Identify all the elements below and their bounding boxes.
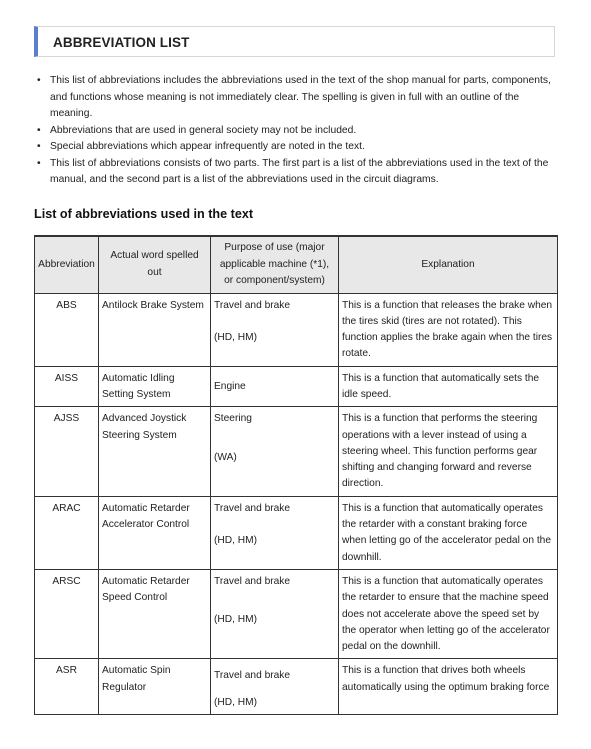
bullet-dot-icon: • — [37, 75, 41, 86]
machine-text: (HD, HM) — [214, 614, 258, 626]
header-abbreviation: Abbreviation — [35, 236, 99, 293]
cell-abbreviation: ASR — [35, 659, 99, 715]
cell-purpose: Engine — [211, 366, 339, 407]
cell-purpose — [211, 659, 339, 715]
cell-explanation: This is a function that performs the steering operations with a lever instead of using a steering wheel. This function performs gear shifting and changing forward and reverse direction. — [339, 407, 558, 496]
bullet-item — [34, 139, 556, 156]
cell-word: Automatic Retarder Speed Control — [99, 569, 211, 658]
section-title: ABBREVIATION LIST — [53, 35, 190, 50]
bullet-dot-icon: • — [37, 157, 41, 169]
table-row — [35, 569, 558, 658]
machine-text: (HD, HM) — [214, 696, 258, 708]
table-header-row — [35, 236, 558, 293]
intro-bullet-list — [34, 73, 556, 189]
cell-word: Automatic Idling Setting System — [99, 366, 211, 407]
cell-purpose — [211, 293, 339, 366]
bullet-item — [34, 156, 556, 189]
cell-abbreviation: ABS — [35, 293, 99, 366]
cell-purpose — [211, 496, 339, 569]
purpose-text: Travel and brake — [214, 502, 291, 514]
table-heading: List of abbreviations used in the text — [34, 207, 254, 221]
table-row — [35, 659, 558, 715]
cell-word: Automatic Spin Regulator — [99, 659, 211, 715]
cell-word: Antilock Brake System — [99, 293, 211, 366]
cell-word: Advanced Joystick Steering System — [99, 407, 211, 496]
bullet-text: Abbreviations that are used in general society may not be included. — [50, 124, 357, 136]
cell-explanation: This is a function that drives both wheels automatically using the optimum braking force — [339, 659, 558, 715]
bullet-dot-icon: • — [37, 141, 41, 152]
machine-text: (HD, HM) — [214, 331, 258, 343]
abbreviation-table — [34, 235, 558, 715]
cell-abbreviation: AJSS — [35, 407, 99, 496]
cell-explanation: This is a function that automatically operates the retarder to ensure that the machine speed does not accelerate above the speed set by the operator when letting go of the accelerator pedal on the downhill. — [339, 569, 558, 658]
table-row — [35, 293, 558, 366]
purpose-text: Travel and brake — [214, 299, 291, 311]
cell-purpose — [211, 569, 339, 658]
cell-explanation: This is a function that releases the brake when the tires skid (tires are not rotated). This function applies the brake again when the tires rotate. — [339, 293, 558, 366]
cell-explanation: This is a function that automatically operates the retarder with a constant braking force when letting go of the accelerator pedal on the downhill. — [339, 496, 558, 569]
cell-abbreviation: AISS — [35, 366, 99, 407]
purpose-text: Travel and brake — [214, 670, 291, 682]
header-purpose: Purpose of use (major applicable machine (*1), or component/system) — [211, 236, 339, 293]
section-title-box — [34, 26, 555, 57]
header-explanation: Explanation — [339, 236, 558, 293]
purpose-text: Steering — [214, 413, 252, 425]
bullet-item — [34, 123, 556, 140]
cell-explanation: This is a function that automatically sets the idle speed. — [339, 366, 558, 407]
header-word: Actual word spelled out — [99, 236, 211, 293]
bullet-text: This list of abbreviations includes the abbreviations used in the text of the shop manual for parts, components, and functions whose meaning is not immediately clear. The spelling is given in full with an outline of the meaning. — [50, 75, 551, 119]
cell-purpose — [211, 407, 339, 496]
table-row — [35, 366, 558, 407]
cell-word: Automatic Retarder Accelerator Control — [99, 496, 211, 569]
machine-text: (HD, HM) — [214, 535, 258, 547]
cell-abbreviation: ARAC — [35, 496, 99, 569]
purpose-text: Travel and brake — [214, 575, 291, 587]
bullet-text: Special abbreviations which appear infrequently are noted in the text. — [50, 141, 365, 152]
bullet-text: This list of abbreviations consists of two parts. The first part is a list of the abbreviations used in the text of the manual, and the second part is a list of the abbreviations used in the circuit diagrams. — [50, 157, 549, 185]
table-row — [35, 407, 558, 496]
cell-abbreviation: ARSC — [35, 569, 99, 658]
bullet-dot-icon: • — [37, 124, 41, 136]
bullet-item — [34, 73, 556, 123]
machine-text: (WA) — [214, 451, 237, 463]
table-row — [35, 496, 558, 569]
